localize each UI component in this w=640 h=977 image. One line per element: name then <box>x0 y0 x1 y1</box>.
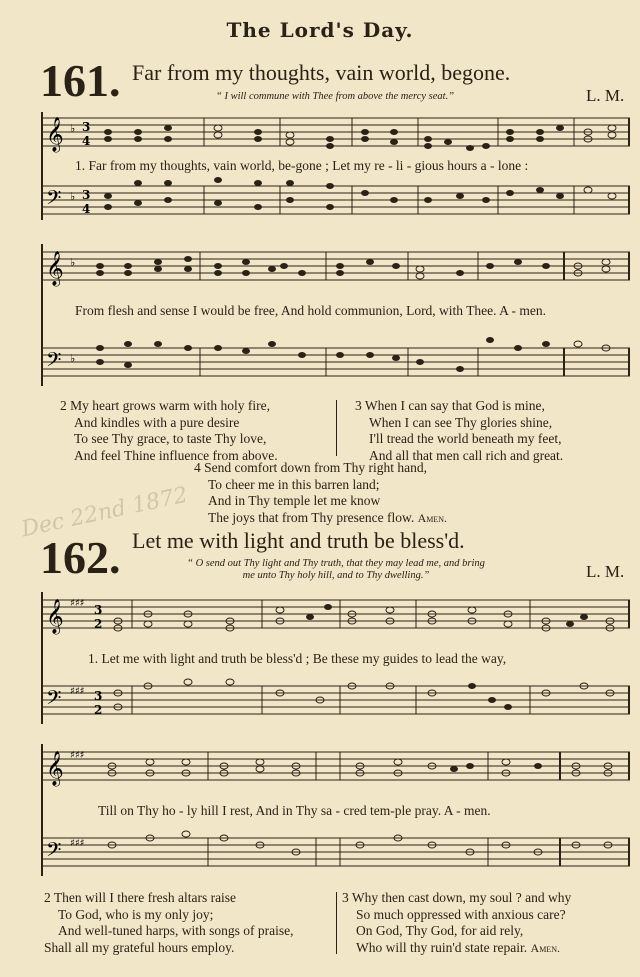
verse-line: And feel Thine influence from above. <box>74 447 278 463</box>
hymn-number: 161. <box>40 55 121 106</box>
svg-text:♯♯♯: ♯♯♯ <box>70 686 85 697</box>
hymn-meter: L. M. <box>586 86 625 105</box>
verse-line: 2 Then will I there fresh altars raise <box>44 890 237 905</box>
svg-text:3: 3 <box>82 120 91 134</box>
svg-text:𝄞: 𝄞 <box>46 751 64 786</box>
svg-text:♭: ♭ <box>70 190 76 203</box>
hymn-number: 162. <box>40 532 121 583</box>
svg-text:𝄢: 𝄢 <box>46 838 62 866</box>
svg-text:𝄞: 𝄞 <box>46 599 64 634</box>
verse-line: To cheer me in this barren land; <box>208 476 380 492</box>
verse-3 <box>342 890 571 956</box>
hymn-epigraph: “ I will commune with Thee from above the mercy seat.” <box>216 91 455 102</box>
treble-clef-icon: 𝄞 <box>46 117 64 152</box>
verse-line: When I can see Thy glories shine, <box>369 414 553 430</box>
svg-text:♭: ♭ <box>70 256 76 269</box>
svg-text:2: 2 <box>94 703 103 717</box>
hymn-lyric-line: 1. Far from my thoughts, vain world, be-gone ; Let my re - li - gious hours a - lone : <box>75 158 529 173</box>
svg-text:♭: ♭ <box>70 122 76 135</box>
verse-line: To God, who is my only joy; <box>58 906 214 922</box>
verse-4 <box>194 460 447 526</box>
amen-label: Amen. <box>530 940 560 955</box>
verse-3 <box>355 398 563 464</box>
svg-text:3: 3 <box>94 689 103 703</box>
page-header: The Lord's Day. <box>226 18 414 42</box>
svg-text:2: 2 <box>94 617 103 631</box>
verse-line: To see Thy grace, to taste Thy love, <box>74 431 267 446</box>
hymn-title: Far from my thoughts, vain world, begone. <box>132 60 511 85</box>
verse-divider <box>336 892 337 954</box>
verse-line: And well-tuned harps, with songs of praise, <box>58 923 294 938</box>
hymn-epigraph: “ O send out Thy light and Thy truth, that they may lead me, and bring me unto Thy holy hill, and to Thy dwelling.” <box>187 558 485 581</box>
verse-divider <box>336 400 337 456</box>
verse-line: I'll tread the world beneath my feet, <box>369 431 562 446</box>
verse-line: And all that men call rich and great. <box>369 447 564 463</box>
svg-text:𝄞: 𝄞 <box>46 251 64 286</box>
verse-line: Who will thy ruin'd state repair. <box>356 939 528 955</box>
svg-text:♯♯♯: ♯♯♯ <box>70 598 85 609</box>
svg-text:3: 3 <box>82 188 91 202</box>
verse-2 <box>44 890 293 956</box>
hymn-lyric-line: From flesh and sense I would be free, And hold communion, Lord, with Thee. A - men. <box>75 303 547 318</box>
verse-line: Shall all my grateful hours employ. <box>44 939 235 955</box>
verse-line: And kindles with a pure desire <box>74 414 240 430</box>
hymn-lyric-line: Till on Thy ho - ly hill I rest, And in Thy sa - cred tem-ple pray. A - men. <box>98 803 491 818</box>
svg-text:♯♯♯: ♯♯♯ <box>70 750 85 761</box>
svg-text:𝄢: 𝄢 <box>46 686 62 714</box>
hymn-meter: L. M. <box>586 562 625 581</box>
verse-2 <box>60 398 278 464</box>
verse-line: On God, Thy God, for aid rely, <box>356 923 524 938</box>
svg-text:♭: ♭ <box>70 352 76 365</box>
bass-clef-icon: 𝄢 <box>46 186 62 214</box>
verse-line: 3 When I can say that God is mine, <box>355 398 545 413</box>
hymn-title: Let me with light and truth be bless'd. <box>132 528 465 553</box>
verse-line: 3 Why then cast down, my soul ? and why <box>342 890 572 905</box>
verse-line: The joys that from Thy presence flow. <box>208 509 415 525</box>
verse-line: 2 My heart grows warm with holy fire, <box>60 398 270 413</box>
svg-text:𝄢: 𝄢 <box>46 348 62 376</box>
hymn-lyric-line: 1. Let me with light and truth be bless'd ; Be these my guides to lead the way, <box>88 651 507 666</box>
amen-label: Amen. <box>417 510 448 525</box>
svg-text:♯♯♯: ♯♯♯ <box>70 838 85 849</box>
verse-line: 4 Send comfort down from Thy right hand, <box>194 460 427 475</box>
verse-line: So much oppressed with anxious care? <box>356 906 566 922</box>
svg-text:4: 4 <box>82 134 91 148</box>
verse-line: And in Thy temple let me know <box>208 493 381 508</box>
margin-note: Dec 22nd 1872 <box>19 482 190 543</box>
svg-text:3: 3 <box>94 603 103 617</box>
svg-text:4: 4 <box>82 202 91 216</box>
